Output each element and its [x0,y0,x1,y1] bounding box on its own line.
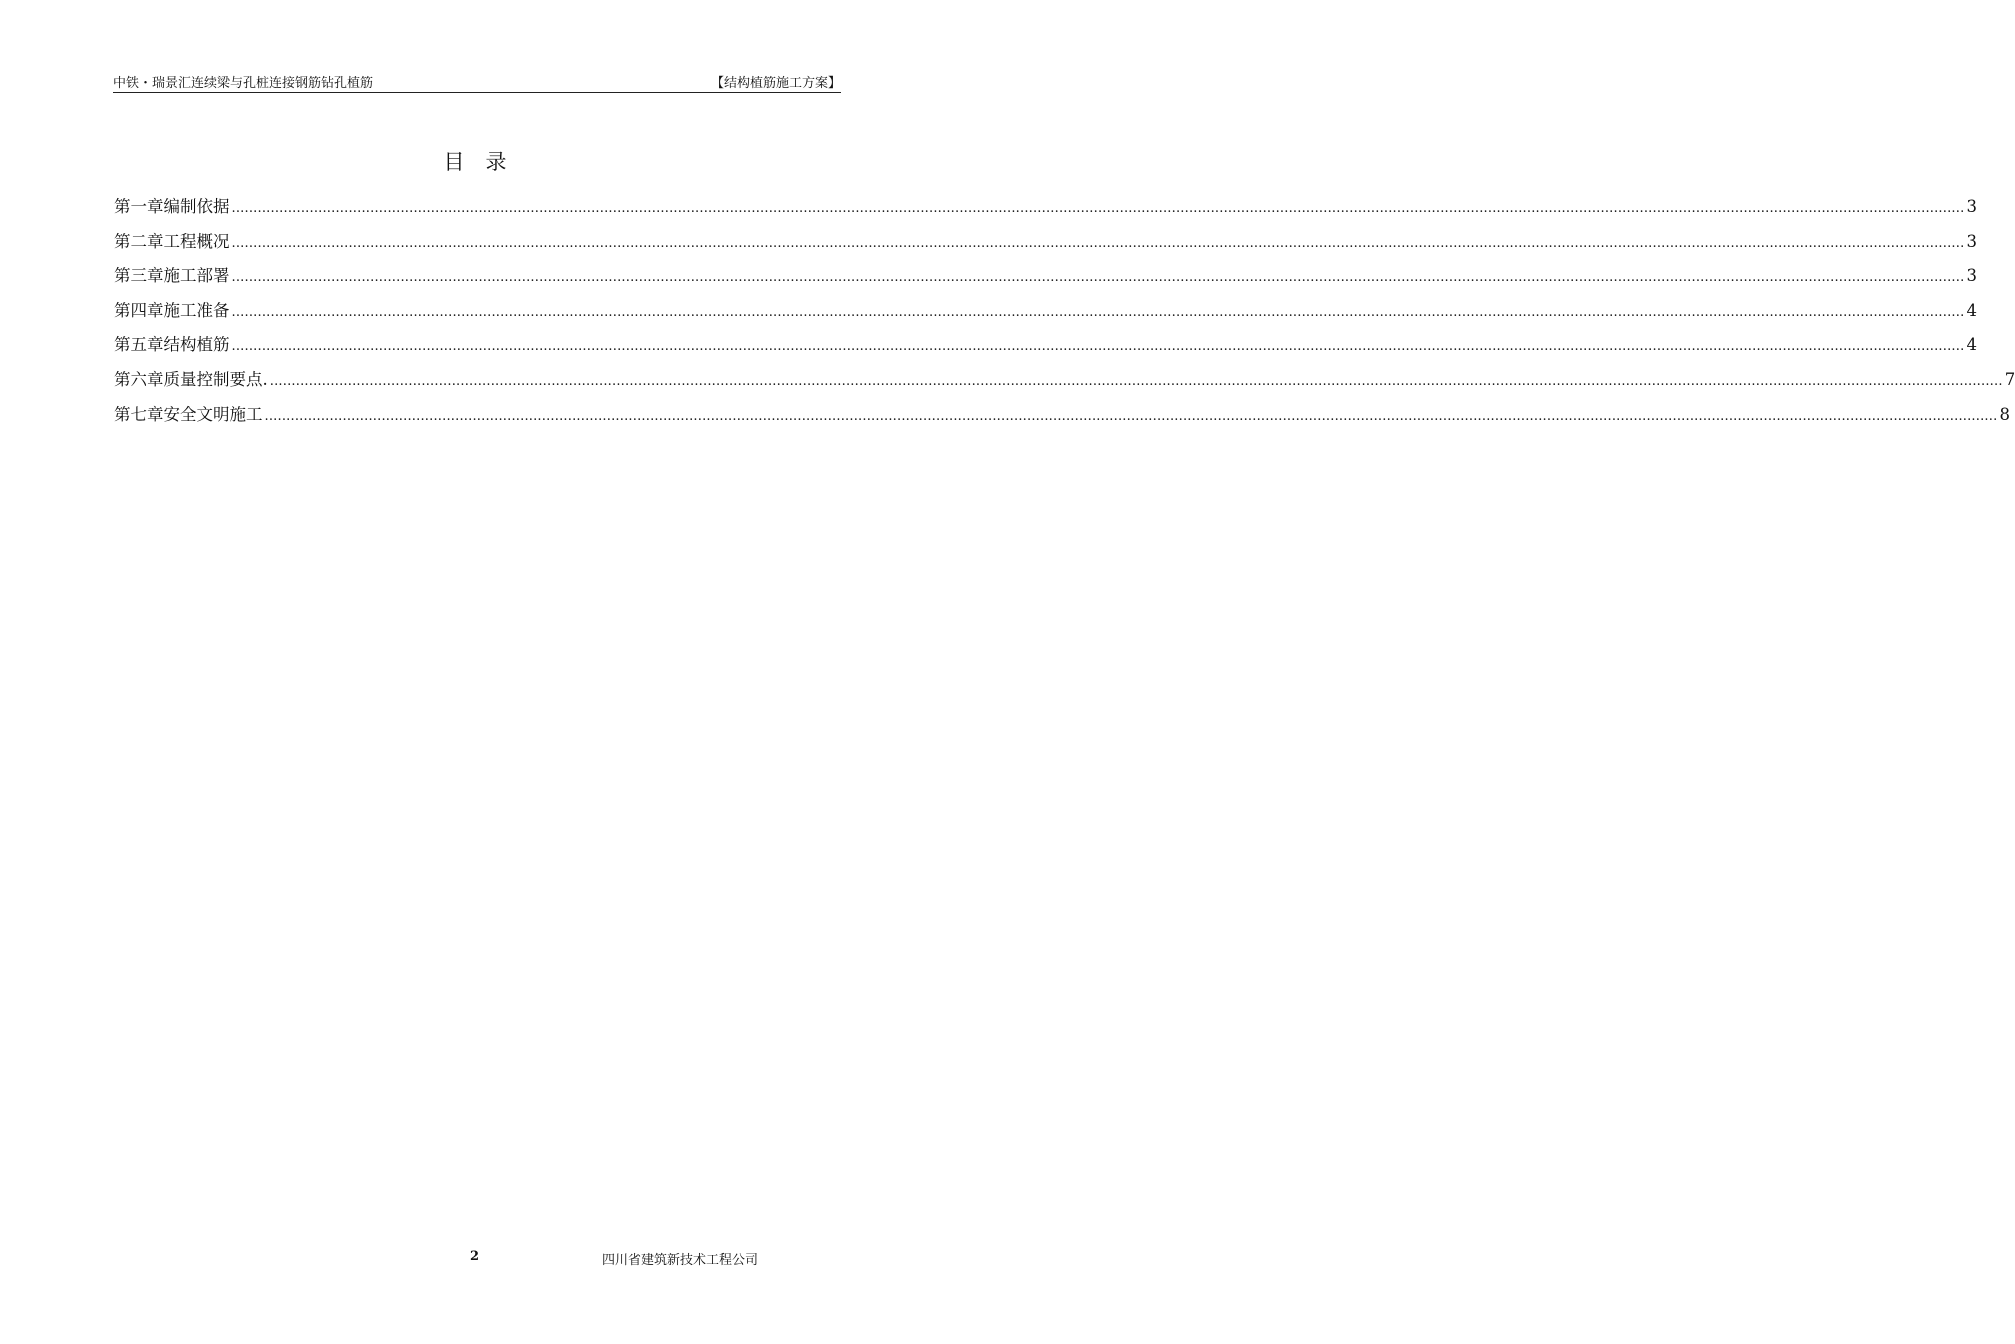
toc-page-number: 3 [1966,197,1977,216]
toc-chapter: 第五章 [114,335,164,355]
toc-title: 目 录 [443,150,507,174]
toc-chapter: 第六章 [114,369,164,389]
toc-leader-dots: ................................................................................................................................................................................................................................................................................................................................................................................................................ [231,201,1965,216]
toc-chapter: 第七章 [114,404,164,424]
toc-label: 结构植筋 [163,335,230,355]
toc-chapter: 第二章 [114,231,164,251]
toc-entry[interactable] [114,401,2010,436]
footer-company-name: 四川省建筑新技术工程公司 [602,1253,759,1268]
toc-page-number: 8 [1999,404,2010,424]
header-document-title: 【结构植筋施工方案】 [710,76,841,91]
toc-entry[interactable] [114,262,1977,297]
toc-leader-dots: ................................................................................................................................................................................................................................................................................................................................................................................................................ [231,235,1965,251]
toc-leader-dots: ................................................................................................................................................................................................................................................................................................................................................................................................................ [231,304,1965,320]
toc-page-number: 3 [1966,231,1977,251]
toc-leader-dots: ................................................................................................................................................................................................................................................................................................................................................................................................................ [231,339,1965,355]
toc-label: 施工部署 [163,266,230,286]
toc-entry[interactable] [114,366,2015,401]
toc-chapter: 第四章 [114,300,164,320]
toc-entry[interactable] [114,297,1977,332]
toc-leader-dots: ................................................................................................................................................................................................................................................................................................................................................................................................................ [231,270,1965,286]
page-header [113,70,841,93]
toc-page-number: 7 [2004,369,2015,389]
toc-page-number: 4 [1966,335,1977,355]
toc-label: 安全文明施工 [163,404,263,424]
table-of-contents [114,193,2015,435]
toc-label: 施工准备 [163,300,230,320]
toc-page-number: 3 [1966,266,1977,286]
toc-leader-dots: ................................................................................................................................................................................................................................................................................................................................................................................................................ [269,373,2003,389]
toc-page-number: 4 [1966,300,1977,320]
toc-chapter: 第一章 [114,197,164,216]
toc-entry[interactable] [114,331,1977,366]
toc-label: 编制依据 [163,197,230,216]
toc-chapter: 第三章 [114,266,164,286]
header-project-title: 中铁・瑞景汇连续梁与孔桩连接钢筋钻孔植筋 [113,76,374,91]
toc-label: 质量控制要点. [163,369,268,389]
footer-page-number: 2 [470,1249,480,1264]
toc-entry[interactable] [114,228,1977,263]
toc-label: 工程概况 [163,231,230,251]
toc-leader-dots: ................................................................................................................................................................................................................................................................................................................................................................................................................ [264,408,1998,424]
toc-entry[interactable] [114,193,1977,228]
